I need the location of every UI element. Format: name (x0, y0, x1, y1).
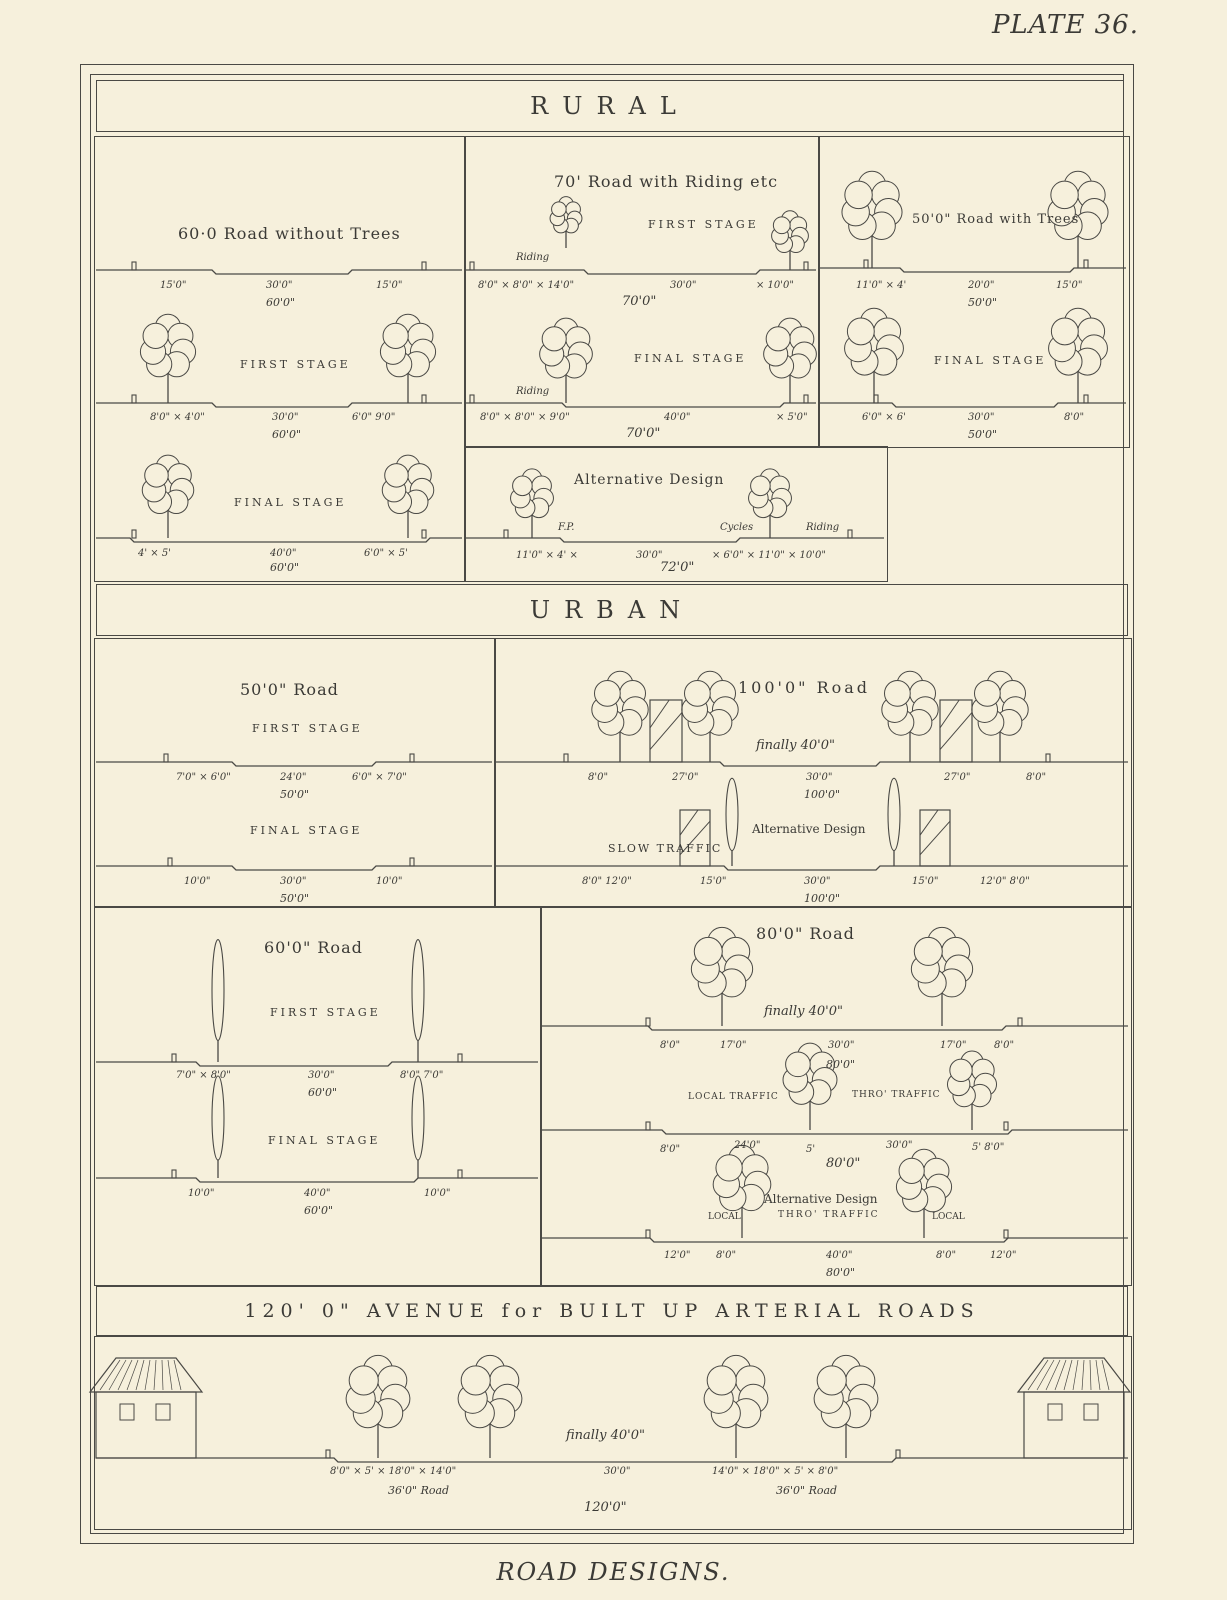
tree-foliage (847, 318, 874, 345)
rural-60-dim-2b: 30'0" (272, 412, 299, 423)
tree-foliage (786, 1052, 811, 1077)
urban-80-ground-2 (542, 1130, 1128, 1134)
rural-alt-ground (466, 538, 884, 542)
urban-80-dim-2e: 5' 8'0" (972, 1142, 1005, 1153)
urban-100-dim-1e: 8'0" (1026, 772, 1047, 783)
urban-50-ground-1 (96, 762, 492, 766)
rural-50-ground-1 (820, 268, 1126, 272)
tree-foliage (542, 327, 566, 351)
urban-50-dim-1a: 7'0" × 6'0" (176, 772, 231, 783)
bollard (422, 530, 426, 538)
rural-60-title: 60·0 Road without Trees (178, 224, 401, 243)
shelter-hatch (940, 712, 972, 749)
rural-70-total-1: 70'0" (622, 294, 657, 309)
rural-70-dim-2c: × 5'0" (776, 412, 808, 423)
urban-100-dim-2d: 15'0" (912, 876, 939, 887)
urban-50-first-stage: FIRST STAGE (252, 722, 363, 735)
bollard (132, 262, 136, 270)
tree-foliage (884, 680, 910, 706)
bollard (168, 858, 172, 866)
bollard (422, 262, 426, 270)
tree-foliage (349, 1366, 378, 1395)
tree-icon (783, 1043, 837, 1104)
house-wall (96, 1392, 196, 1458)
bollard (458, 1170, 462, 1178)
poplar-tree-icon (412, 1076, 424, 1160)
shelter-hatch (680, 810, 698, 835)
tree-icon (511, 469, 554, 518)
urban-80-dim-3b: 8'0" (716, 1250, 737, 1261)
rural-50-title: 50'0" Road with Trees (912, 212, 1080, 227)
urban-60-dim-2a: 10'0" (188, 1188, 215, 1199)
rural-alt-dim-b: 30'0" (636, 550, 663, 561)
avenue-road-right: 36'0" Road (776, 1484, 838, 1497)
avenue-dim-left: 8'0" × 5' × 18'0" × 14'0" (330, 1466, 457, 1477)
rural-60-dim-1b: 30'0" (266, 280, 293, 291)
rural-alt-cycles: Cycles (720, 522, 754, 533)
urban-50-total-2: 50'0" (280, 892, 310, 905)
rural-60-total-2: 60'0" (272, 428, 302, 441)
urban-80-ground-3 (542, 1238, 1128, 1242)
urban-100-slow-traffic: SLOW TRAFFIC (608, 842, 723, 855)
rural-70-riding-1: Riding (516, 252, 550, 263)
tree-icon (896, 1149, 951, 1212)
tree-icon (1048, 171, 1108, 239)
tree-foliage (817, 1366, 846, 1395)
rural-70-ground-1 (466, 270, 816, 274)
tree-foliage (899, 1158, 924, 1183)
tree-foliage (716, 1155, 742, 1181)
tree-icon (540, 318, 593, 378)
tree-icon (704, 1355, 768, 1427)
urban-80-ground-1 (542, 1026, 1128, 1030)
urban-80-dim-2a: 8'0" (660, 1144, 681, 1155)
urban-50-dim-2b: 30'0" (280, 876, 307, 887)
rural-50-dim-2c: 8'0" (1064, 412, 1085, 423)
rural-alt-total: 72'0" (660, 560, 695, 575)
roof-hatch (1064, 1360, 1072, 1390)
urban-80-title: 80'0" Road (756, 924, 855, 943)
urban-80-dim-1b: 17'0" (720, 1040, 747, 1051)
rural-60-dim-2a: 8'0" × 4'0" (150, 412, 205, 423)
tree-foliage (751, 476, 771, 496)
rural-50-dim-1c: 15'0" (1056, 280, 1083, 291)
urban-60-ground-2 (96, 1178, 538, 1182)
tree-icon (346, 1355, 410, 1427)
tree-foliage (1051, 181, 1078, 208)
bollard (1018, 1018, 1022, 1026)
bollard (864, 260, 868, 268)
tree-foliage (766, 327, 790, 351)
tree-foliage (552, 202, 567, 217)
avenue-dim-right: 14'0" × 18'0" × 5' × 8'0" (712, 1466, 839, 1477)
house-window (1084, 1404, 1098, 1420)
urban-100-dim-2a: 8'0" 12'0" (582, 876, 632, 887)
tree-icon (764, 318, 817, 378)
roof-hatch (174, 1360, 181, 1390)
urban-60-title: 60'0" Road (264, 938, 363, 957)
rural-60-ground-1 (96, 270, 462, 274)
house-wall (1024, 1392, 1124, 1458)
urban-100-title: 100'0" Road (738, 678, 871, 697)
rural-60-ground-3 (96, 538, 462, 542)
tree-icon (842, 171, 902, 239)
poplar-tree-icon (412, 940, 424, 1041)
tree-foliage (684, 680, 710, 706)
tree-foliage (914, 937, 942, 965)
rural-70-dim-2b: 40'0" (664, 412, 691, 423)
house-window (1048, 1404, 1062, 1420)
urban-100-dim-1c: 30'0" (806, 772, 833, 783)
avenue-ground (96, 1458, 1128, 1462)
tree-icon (772, 211, 809, 253)
tree-foliage (845, 181, 872, 208)
rural-alt-riding: Riding (806, 522, 840, 533)
rural-50-dim-1b: 20'0" (968, 280, 995, 291)
urban-80-dim-1c: 30'0" (828, 1040, 855, 1051)
rural-70-dim-1b: 30'0" (670, 280, 697, 291)
tree-foliage (950, 1059, 972, 1081)
roof-hatch (1096, 1360, 1100, 1390)
urban-100-ground-1 (496, 762, 1128, 766)
roof-hatch (154, 1360, 156, 1390)
tree-foliage (707, 1366, 736, 1395)
tree-foliage (143, 323, 168, 348)
rural-60-dim-3a: 4' × 5' (138, 548, 171, 559)
urban-100-dim-2c: 30'0" (804, 876, 831, 887)
urban-50-dim-1c: 6'0" × 7'0" (352, 772, 407, 783)
urban-50-ground-2 (96, 866, 492, 870)
urban-100-finally: finally 40'0" (756, 738, 835, 753)
rural-60-dim-1a: 15'0" (160, 280, 187, 291)
bollard (1046, 754, 1050, 762)
bollard (804, 262, 808, 270)
tree-icon (458, 1355, 522, 1427)
urban-80-finally: finally 40'0" (764, 1004, 843, 1019)
rural-60-dim-1c: 15'0" (376, 280, 403, 291)
urban-80-dim-3a: 12'0" (664, 1250, 691, 1261)
bollard (1084, 395, 1088, 403)
avenue-total: 120'0" (584, 1500, 627, 1515)
rural-banner: RURAL (96, 80, 1124, 132)
urban-80-dim-3e: 12'0" (990, 1250, 1017, 1261)
roof-hatch (1102, 1360, 1109, 1390)
shelter-hatch (920, 821, 950, 855)
poplar-tree-icon (212, 940, 224, 1041)
urban-50-dim-2c: 10'0" (376, 876, 403, 887)
avenue-road-left: 36'0" Road (388, 1484, 450, 1497)
urban-100-dim-1d: 27'0" (944, 772, 971, 783)
urban-80-alt-title: Alternative Design (764, 1192, 878, 1206)
bollard (1084, 260, 1088, 268)
roof-hatch (1090, 1360, 1091, 1390)
shelter-hatch (650, 712, 682, 749)
tree-icon (947, 1051, 996, 1107)
bollard (422, 395, 426, 403)
urban-50-total-1: 50'0" (280, 788, 310, 801)
avenue-banner: 120' 0" AVENUE for BUILT UP ARTERIAL ROADS (96, 1286, 1128, 1336)
bollard (410, 754, 414, 762)
urban-60-ground-1 (96, 1062, 538, 1066)
bollard (1004, 1230, 1008, 1238)
urban-80-dim-1a: 8'0" (660, 1040, 681, 1051)
urban-80-local-traffic: LOCAL TRAFFIC (688, 1092, 779, 1102)
urban-50-title: 50'0" Road (240, 680, 339, 699)
rural-50-dim-2b: 30'0" (968, 412, 995, 423)
tree-foliage (773, 217, 790, 234)
urban-80-total-2: 80'0" (826, 1156, 861, 1171)
rural-70-title: 70' Road with Riding etc (554, 172, 779, 191)
urban-80-dim-1d: 17'0" (940, 1040, 967, 1051)
roof-hatch (127, 1360, 138, 1390)
urban-50-dim-1b: 24'0" (280, 772, 307, 783)
house-window (156, 1404, 170, 1420)
bollard (172, 1054, 176, 1062)
rural-70-total-2: 70'0" (626, 426, 661, 441)
avenue-finally: finally 40'0" (566, 1428, 645, 1443)
tree-foliage (694, 937, 722, 965)
rural-70-ground-2 (466, 403, 816, 407)
rural-60-total-1: 60'0" (266, 296, 296, 309)
rural-50-dim-1a: 11'0" × 4' (856, 280, 907, 291)
house-roof (90, 1358, 202, 1392)
rural-alt-dim-c: × 6'0" × 11'0" × 10'0" (712, 550, 826, 561)
roof-hatch (168, 1360, 172, 1390)
bollard (504, 530, 508, 538)
tree-icon (749, 469, 792, 518)
rural-60-dim-3b: 40'0" (270, 548, 297, 559)
poplar-tree-icon (888, 778, 900, 850)
urban-80-total-3: 80'0" (826, 1266, 856, 1279)
rural-70-dim-1a: 8'0" × 8'0" × 14'0" (478, 280, 575, 291)
urban-80-dim-2b: 24'0" (734, 1140, 761, 1151)
urban-60-dim-1a: 7'0" × 8'0" (176, 1070, 231, 1081)
rural-60-total-3: 60'0" (270, 561, 300, 574)
urban-60-dim-2b: 40'0" (304, 1188, 331, 1199)
rural-50-ground-2 (820, 403, 1126, 407)
bollard (164, 754, 168, 762)
urban-100-dim-1b: 27'0" (672, 772, 699, 783)
rural-70-dim-1c: × 10'0" (756, 280, 794, 291)
bollard (646, 1122, 650, 1130)
urban-60-total-2: 60'0" (304, 1204, 334, 1217)
rural-alt-dim-a: 11'0" × 4' × (516, 550, 578, 561)
roof-hatch (136, 1360, 144, 1390)
poplar-tree-icon (212, 1076, 224, 1160)
urban-100-dim-2b: 15'0" (700, 876, 727, 887)
bollard (896, 1450, 900, 1458)
tree-foliage (594, 680, 620, 706)
roof-hatch (118, 1360, 132, 1390)
tree-foliage (974, 680, 1000, 706)
rural-50-total-1: 50'0" (968, 296, 998, 309)
rural-60-dim-3c: 6'0" × 5' (364, 548, 408, 559)
roof-hatch (162, 1360, 163, 1390)
roof-hatch (1082, 1360, 1084, 1390)
tree-foliage (513, 476, 533, 496)
tree-foliage (383, 323, 408, 348)
shelter-hatch (650, 700, 669, 728)
tree-icon (382, 455, 434, 513)
tree-icon (713, 1145, 771, 1210)
urban-banner: URBAN (96, 584, 1128, 636)
rural-alt-title: Alternative Design (574, 472, 725, 488)
tree-icon (550, 197, 582, 233)
tree-icon (140, 314, 195, 377)
roof-hatch (1055, 1360, 1066, 1390)
tree-icon (142, 455, 194, 513)
urban-80-dim-1e: 8'0" (994, 1040, 1015, 1051)
urban-100-dim-1a: 8'0" (588, 772, 609, 783)
urban-80-dim-3c: 40'0" (826, 1250, 853, 1261)
urban-100-alt-title: Alternative Design (752, 822, 866, 836)
urban-50-final-stage: FINAL STAGE (250, 824, 363, 837)
plate-caption: ROAD DESIGNS. (496, 1558, 731, 1586)
bollard (1004, 1122, 1008, 1130)
rural-alt-fp: F.P. (558, 522, 575, 533)
tree-icon (682, 671, 738, 735)
urban-60-dim-1c: 8'0" 7'0" (400, 1070, 444, 1081)
tree-icon (1049, 308, 1108, 375)
shelter-hatch (920, 810, 938, 835)
roof-hatch (1073, 1360, 1078, 1390)
urban-80-alt-thro: THRO' TRAFFIC (778, 1210, 880, 1220)
tree-foliage (385, 464, 409, 488)
urban-100-dim-2e: 12'0" 8'0" (980, 876, 1030, 887)
urban-50-dim-2a: 10'0" (184, 876, 211, 887)
tree-foliage (1051, 318, 1078, 345)
bollard (646, 1018, 650, 1026)
urban-80-alt-local-right: LOCAL (932, 1212, 965, 1222)
bollard (326, 1450, 330, 1458)
rural-70-riding-2: Riding (516, 386, 550, 397)
house-window (120, 1404, 134, 1420)
bollard (848, 530, 852, 538)
plate-number: PLATE 36. (991, 10, 1139, 40)
tree-icon (592, 671, 648, 735)
urban-80-dim-2c: 5' (806, 1144, 816, 1155)
urban-60-dim-1b: 30'0" (308, 1070, 335, 1081)
urban-80-alt-local-left: LOCAL (708, 1212, 741, 1222)
tree-icon (380, 314, 435, 377)
bollard (646, 1230, 650, 1238)
tree-icon (814, 1355, 878, 1427)
bollard (470, 395, 474, 403)
bollard (172, 1170, 176, 1178)
tree-foliage (461, 1366, 490, 1395)
urban-60-total-1: 60'0" (308, 1086, 338, 1099)
rural-70-final-stage: FINAL STAGE (634, 352, 747, 365)
bollard (458, 1054, 462, 1062)
bollard (564, 754, 568, 762)
urban-100-ground-2 (496, 866, 1128, 870)
bollard (132, 530, 136, 538)
urban-80-mid-total: 80'0" (826, 1058, 856, 1071)
urban-60-final-stage: FINAL STAGE (268, 1134, 381, 1147)
rural-70-first-stage: FIRST STAGE (648, 218, 759, 231)
tree-icon (691, 927, 752, 997)
urban-80-thro-traffic: THRO' TRAFFIC (852, 1090, 941, 1100)
bollard (132, 395, 136, 403)
urban-60-dim-2c: 10'0" (424, 1188, 451, 1199)
tree-icon (845, 308, 904, 375)
urban-100-total-1: 100'0" (804, 788, 841, 801)
tree-foliage (145, 464, 169, 488)
rural-60-ground-2 (96, 403, 462, 407)
poplar-tree-icon (726, 778, 738, 850)
tree-icon (882, 671, 938, 735)
urban-80-dim-2d: 30'0" (886, 1140, 913, 1151)
rural-60-dim-2c: 6'0" 9'0" (352, 412, 396, 423)
rural-60-final-stage: FINAL STAGE (234, 496, 347, 509)
tree-icon (911, 927, 972, 997)
tree-icon (972, 671, 1028, 735)
urban-100-total-2: 100'0" (804, 892, 841, 905)
roof-hatch (1046, 1360, 1060, 1390)
bollard (410, 858, 414, 866)
urban-80-dim-3d: 8'0" (936, 1250, 957, 1261)
bollard (470, 262, 474, 270)
house-roof (1018, 1358, 1130, 1392)
rural-50-final-stage: FINAL STAGE (934, 354, 1047, 367)
rural-60-first-stage: FIRST STAGE (240, 358, 351, 371)
roof-hatch (145, 1360, 150, 1390)
bollard (804, 395, 808, 403)
urban-60-first-stage: FIRST STAGE (270, 1006, 381, 1019)
rural-70-dim-2a: 8'0" × 8'0" × 9'0" (480, 412, 570, 423)
shelter-hatch (940, 700, 959, 728)
rural-50-dim-2a: 6'0" × 6' (862, 412, 906, 423)
avenue-dim-mid: 30'0" (604, 1466, 631, 1477)
rural-50-total-2: 50'0" (968, 428, 998, 441)
